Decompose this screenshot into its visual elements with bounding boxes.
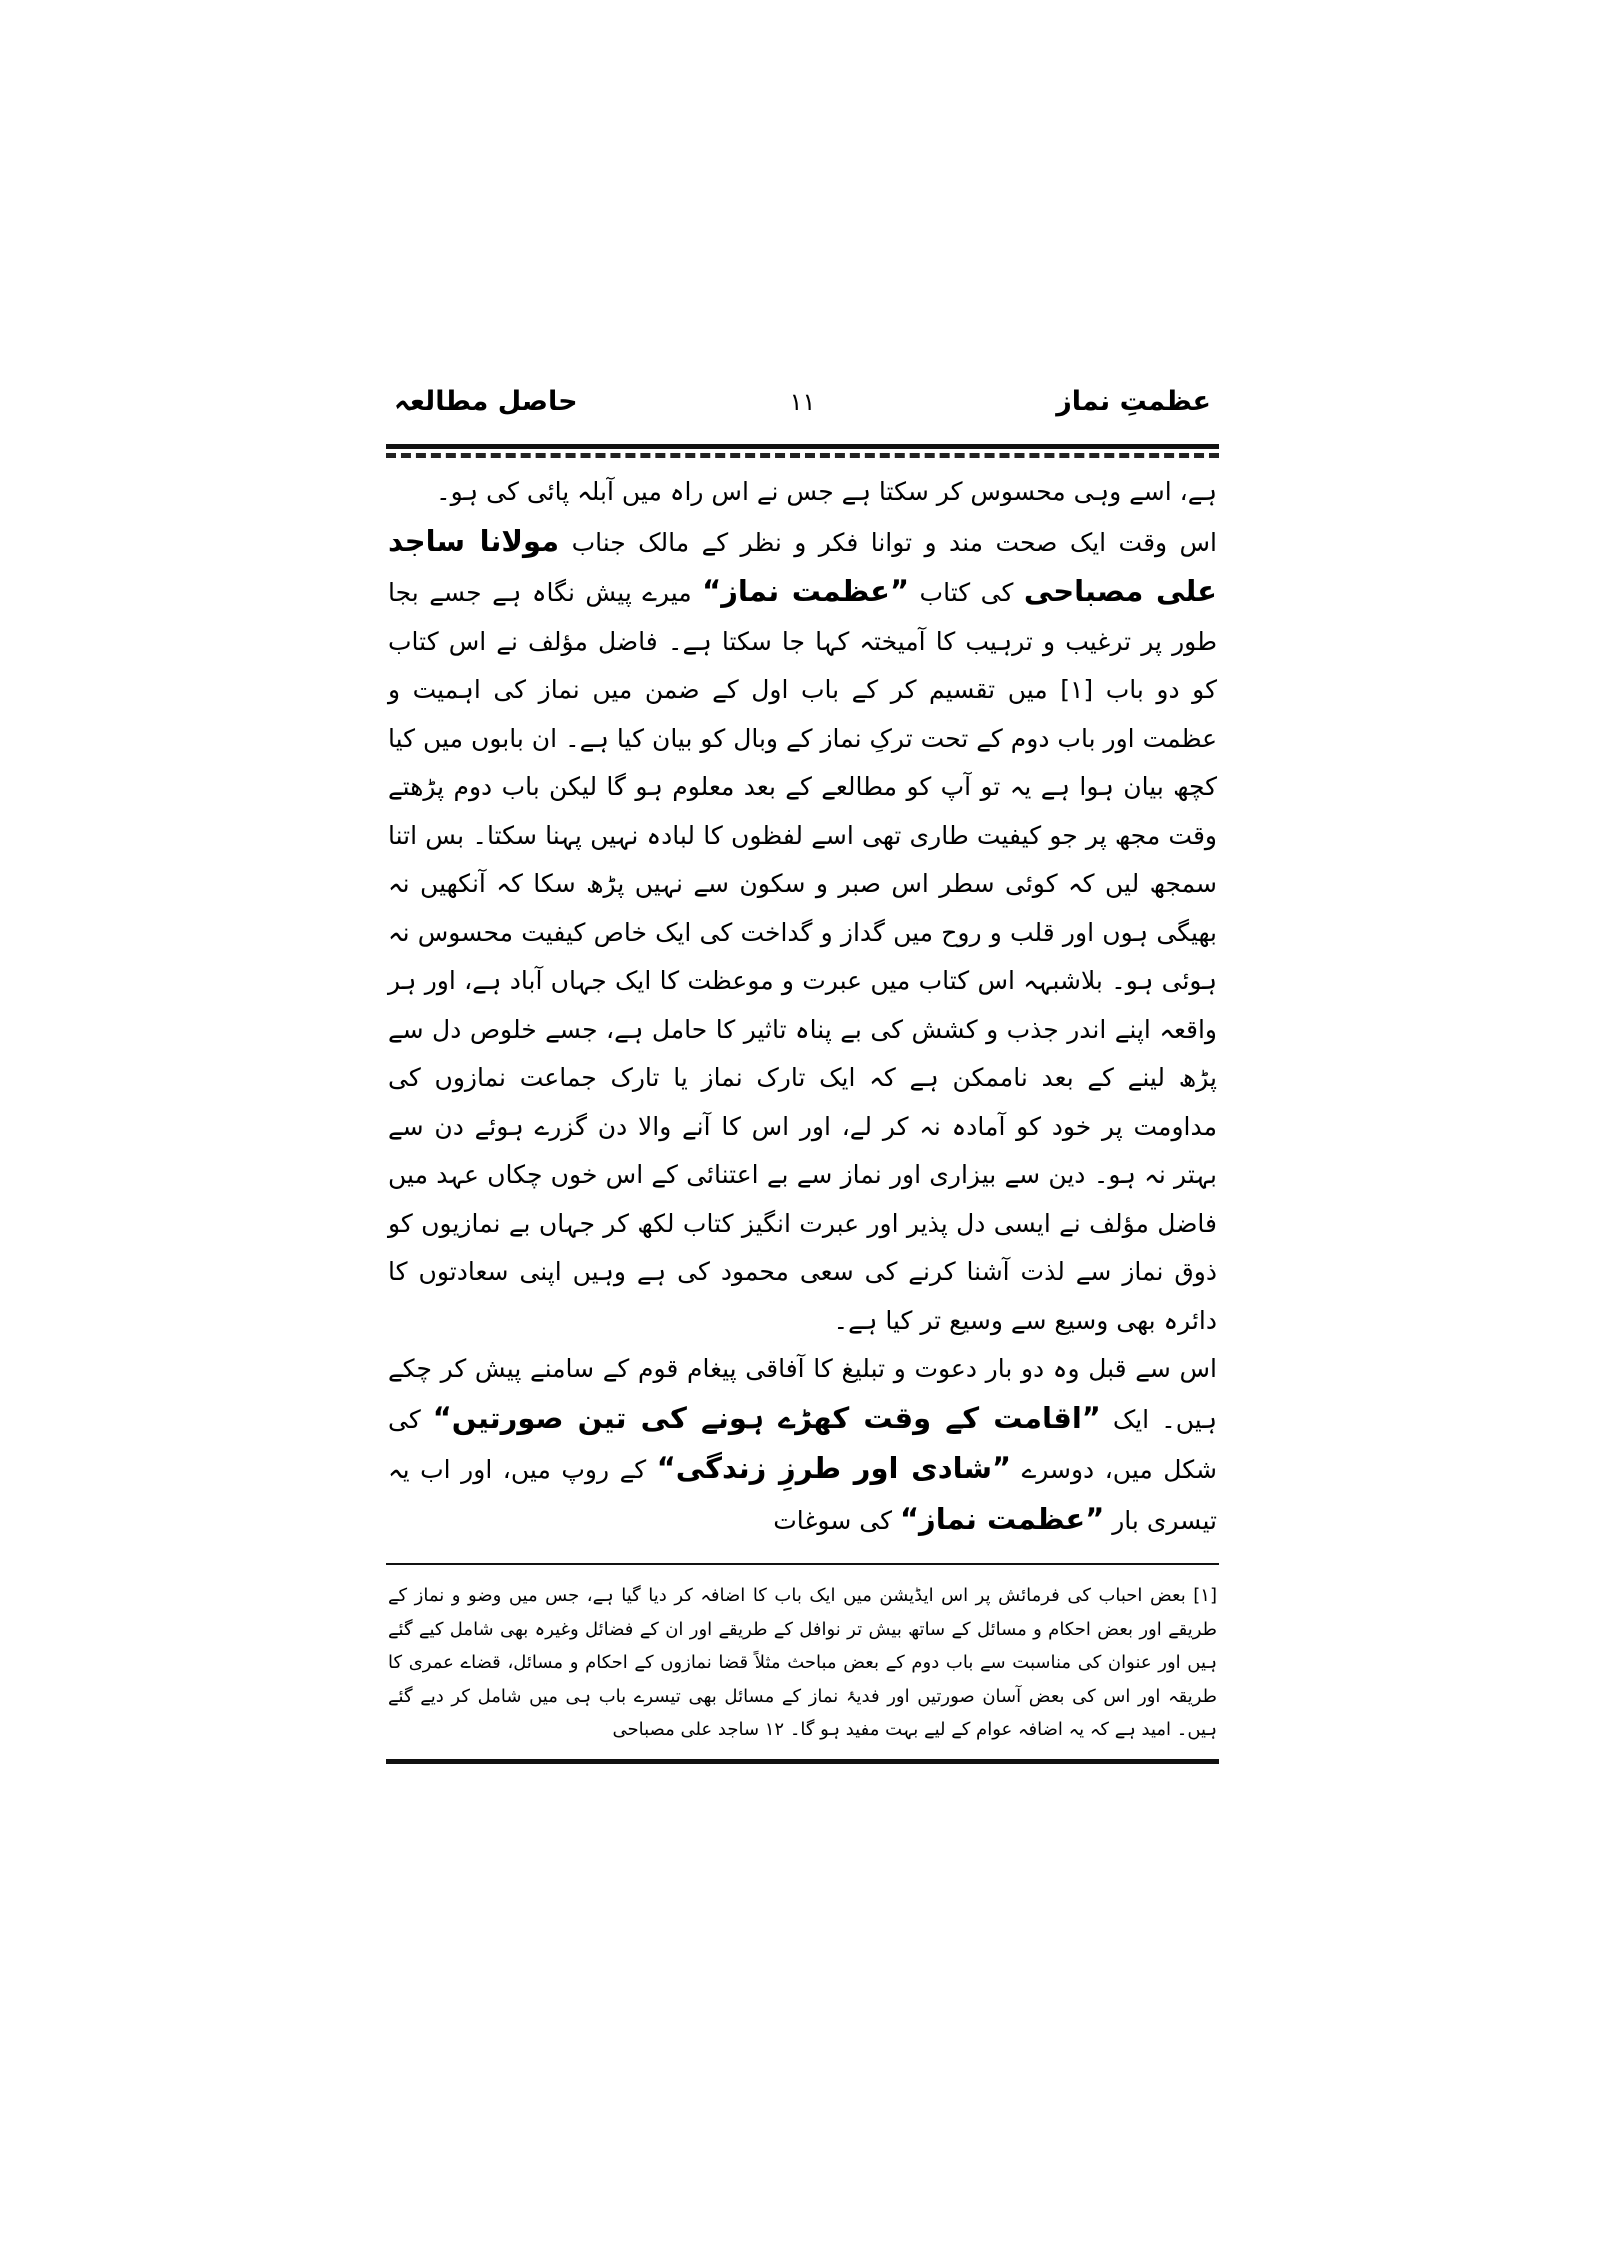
running-chapter-title: حاصل مطالعہ: [394, 386, 578, 417]
paragraph-3-text-c: کے روپ میں، اور اب یہ تیسری بار: [388, 1455, 1217, 1535]
paragraph-1: [388, 468, 1217, 517]
book-name: ”عظمت نماز“: [702, 574, 910, 608]
main-text: [386, 468, 1219, 1545]
page-header: [386, 382, 1219, 442]
paragraph-2-text-b: کی کتاب: [909, 578, 1024, 607]
footnote: [386, 1579, 1219, 1747]
running-book-title: عظمتِ نماز: [1056, 386, 1211, 417]
header-rule: [386, 444, 1219, 449]
paragraph-1-text: ہے، اسے وہی محسوس کر سکتا ہے جس نے اس راہ میں آبلہ پائی کی ہو۔: [435, 477, 1217, 506]
paragraph-2-text-a: اس وقت ایک صحت مند و توانا فکر و نظر کے مالک جناب: [559, 527, 1217, 557]
book-name-3: ”عظمت نماز“: [899, 1501, 1105, 1536]
page-number: ۱۱: [789, 388, 816, 416]
footnote-rule: [386, 1563, 1219, 1565]
paragraph-2: [388, 517, 1217, 1346]
paragraph-3-text-d: کی سوغات: [773, 1505, 900, 1535]
book-page: [386, 382, 1219, 1882]
book-name-2: ”شادی اور طرزِ زندگی“: [656, 1451, 1012, 1485]
header-dashed-rule: [386, 453, 1219, 458]
author-name: مولانا ساجد علی مصباحی: [388, 523, 1217, 608]
book-name-1: ”اقامت کے وقت کھڑے ہونے کی تین صورتیں“: [432, 1400, 1101, 1435]
bottom-rule: [386, 1759, 1219, 1764]
footnote-text: [۱] بعض احباب کی فرمائش پر اس ایڈیشن میں ایک باب کا اضافہ کر دیا گیا ہے، جس میں وضو و نماز کے طریقے اور بعض احکام و مسائل کے ساتھ بیش تر نوافل کے طریقے اور ان کے فضائل وغیرہ بھی شامل کیے گئے ہیں اور عنوان کی مناسبت سے باب دوم کے بعض مباحث مثلاً قضا نمازوں کے احکام و مسائل، قضاے عمری کا طریقہ اور اس کی بعض آسان صورتیں اور فدیۂ نماز کے مسائل بھی تیسرے باب ہی میں شامل کر دیے گئے ہیں۔ امید ہے کہ یہ اضافہ عوام کے لیے بہت مفید ہو گا۔ ۱۲ ساجد علی مصباحی: [388, 1585, 1217, 1740]
paragraph-2-text-c: میرے پیش نگاہ ہے جسے بجا طور پر ترغیب و ترہیب کا آمیختہ کہا جا سکتا ہے۔ فاضل مؤلف نے اس کتاب کو دو باب [۱] میں تقسیم کر کے باب اول کے ضمن میں نماز کی اہمیت و عظمت اور باب دوم کے تحت ترکِ نماز کے وبال کو بیان کیا ہے۔ ان بابوں میں کیا کچھ بیان ہوا ہے یہ تو آپ کو مطالعے کے بعد معلوم ہو گا لیکن باب دوم پڑھتے وقت مجھ پر جو کیفیت طاری تھی اسے لفظوں کا لبادہ نہیں پہنا سکتا۔ بس اتنا سمجھ لیں کہ کوئی سطر اس صبر و سکون سے نہیں پڑھ سکا کہ آنکھیں نہ بھیگی ہوں اور قلب و روح میں گداز و گداخت کی ایک خاص کیفیت محسوس نہ ہوئی ہو۔ بلاشبہہ اس کتاب میں عبرت و موعظت کا ایک جہاں آباد ہے، اور ہر واقعہ اپنے اندر جذب و کشش کی بے پناہ تاثیر کا حامل ہے، جسے خلوص دل سے پڑھ لینے کے بعد ناممکن ہے کہ ایک تارک نماز یا تارک جماعت نمازوں کی مداومت پر خود کو آمادہ نہ کر لے، اور اس کا آنے والا دن گزرے ہوئے دن سے بہتر نہ ہو۔ دین سے بیزاری اور نماز سے بے اعتنائی کے اس خوں چکاں عہد میں فاضل مؤلف نے ایسی دل پذیر اور عبرت انگیز کتاب لکھ کر جہاں بے نمازیوں کو ذوق نماز سے لذت آشنا کرنے کی سعی محمود کی ہے وہیں اپنی سعادتوں کا دائرہ بھی وسیع سے وسیع تر کیا ہے۔: [388, 578, 1218, 1335]
paragraph-3-text-a: اس سے قبل وہ دو بار دعوت و تبلیغ کا آفاقی پیغام قوم کے سامنے پیش کر چکے ہیں۔ ایک: [388, 1354, 1218, 1434]
paragraph-3-text-b: کی شکل میں، دوسرے: [388, 1404, 1217, 1484]
paragraph-3: [388, 1345, 1217, 1545]
